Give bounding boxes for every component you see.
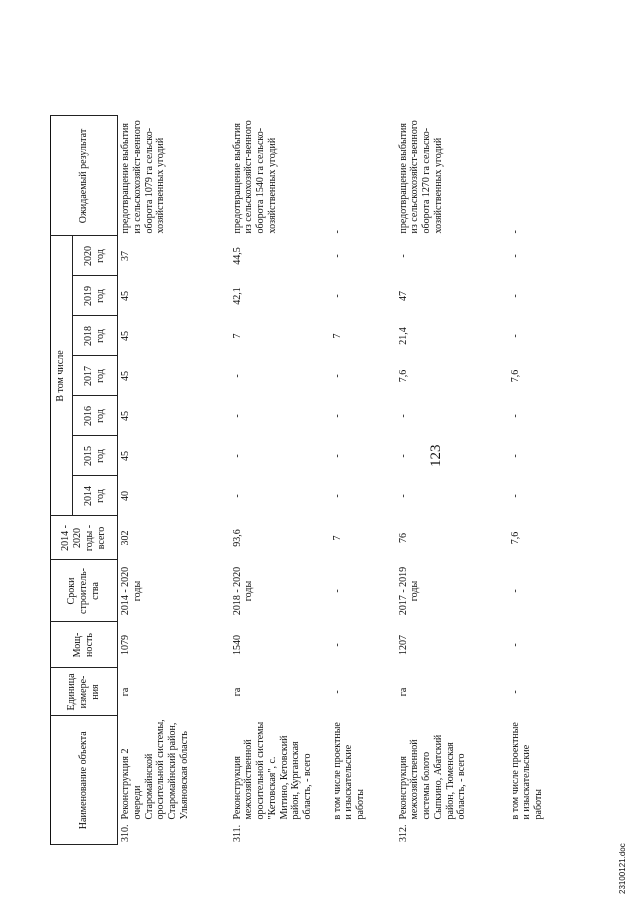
- header-year: 2019 год: [72, 276, 117, 316]
- year-cell: -: [397, 414, 409, 418]
- capacity-cell: 1540: [231, 635, 243, 655]
- header-incl: В том числе: [51, 236, 73, 516]
- year-cell: -: [509, 414, 521, 418]
- page-number: 123: [428, 444, 444, 467]
- unit-cell: га: [231, 687, 243, 697]
- terms-cell: -: [509, 589, 521, 593]
- year-cell: -: [509, 494, 521, 498]
- year-cell: 7: [231, 333, 243, 339]
- header-year: 2018 год: [72, 316, 117, 356]
- unit-cell: га: [397, 687, 409, 697]
- total-cell: 76: [397, 533, 409, 543]
- object-name: в том числе проектные и изыскательские работы: [331, 722, 367, 820]
- total-cell: 93,6: [231, 529, 243, 547]
- year-cell: 45: [120, 451, 131, 461]
- year-cell: -: [509, 454, 521, 458]
- result-cell: предотвращение выбытия из сельскохозяйст-венного оборота 1079 га сельско-хозяйственных угодий: [120, 120, 167, 234]
- header-year: 2016 год: [72, 396, 117, 436]
- year-cell: -: [231, 414, 243, 418]
- year-cell: -: [331, 414, 343, 418]
- capacity-cell: -: [509, 643, 521, 647]
- year-cell: 37: [120, 251, 131, 261]
- object-name: Реконструкция 2 очереди Старомайнской оросительной системы, Старомайнский район, Ульяновская область: [120, 719, 190, 820]
- year-cell: -: [331, 454, 343, 458]
- total-cell: 7: [331, 535, 343, 541]
- object-name: в том числе проектные и изыскательские работы: [509, 722, 545, 820]
- header-capacity: Мощ-ность: [51, 622, 118, 668]
- header-year: 2020 год: [72, 236, 117, 276]
- terms-cell: -: [331, 589, 343, 593]
- header-name: Наименование объекта: [51, 716, 118, 845]
- year-cell: 47: [397, 291, 409, 301]
- investment-table: [50, 116, 578, 846]
- row-number: 312.: [397, 824, 409, 842]
- header-unit: Единица измере-ния: [51, 668, 118, 716]
- year-cell: -: [231, 494, 243, 498]
- header-total: 2014 - 2020 годы - всего: [51, 516, 118, 560]
- header-year: 2017 год: [72, 356, 117, 396]
- year-cell: -: [331, 254, 343, 258]
- result-cell: предотвращение выбытия из сельскохозяйст-венного оборота 1540 га сельско-хозяйственных угодий: [231, 120, 278, 234]
- table-row: [230, 116, 330, 845]
- year-cell: 45: [120, 371, 131, 381]
- result-cell: -: [331, 230, 343, 234]
- header-terms: Сроки строитель-ства: [51, 560, 118, 622]
- unit-cell: -: [509, 690, 521, 694]
- row-number: 311.: [231, 824, 243, 842]
- year-cell: 7,6: [509, 369, 521, 383]
- year-cell: -: [231, 374, 243, 378]
- year-cell: 42,1: [231, 287, 243, 305]
- year-cell: 7,6: [397, 369, 409, 383]
- object-name: Реконструкция межхозяйственной оросительной системы "Кетовская", с. Митино, Кетовский район, Курганская область, - всего: [231, 721, 314, 820]
- table-row: [396, 116, 508, 845]
- year-cell: -: [509, 334, 521, 338]
- unit-cell: -: [331, 690, 343, 694]
- result-cell: -: [509, 230, 521, 234]
- table-row: [508, 116, 578, 845]
- capacity-cell: -: [331, 643, 343, 647]
- unit-cell: га: [120, 687, 131, 697]
- header-result: Ожидаемый результат: [51, 116, 118, 236]
- table-row: [330, 116, 396, 845]
- year-cell: -: [331, 374, 343, 378]
- year-cell: -: [397, 254, 409, 258]
- year-cell: 21,4: [397, 327, 409, 345]
- total-cell: 7,6: [509, 531, 521, 545]
- year-cell: -: [397, 494, 409, 498]
- file-code: 23100121.doc: [618, 843, 627, 894]
- result-cell: предотвращение выбытия из сельскохозяйст-венного оборота 1270 га сельско-хозяйственных угодий: [397, 120, 444, 234]
- terms-cell: 2014 - 2020 годы: [120, 566, 143, 616]
- year-cell: 44,5: [231, 247, 243, 265]
- year-cell: -: [331, 494, 343, 498]
- header-year: 2015 год: [72, 436, 117, 476]
- year-cell: 7: [331, 333, 343, 339]
- row-number: [508, 822, 578, 845]
- year-cell: -: [509, 294, 521, 298]
- header-year: 2014 год: [72, 476, 117, 516]
- terms-cell: 2017 - 2019 годы: [397, 566, 421, 616]
- year-cell: -: [509, 254, 521, 258]
- capacity-cell: 1207: [397, 635, 409, 655]
- table-body: [118, 116, 578, 845]
- year-cell: -: [231, 454, 243, 458]
- total-cell: 302: [120, 530, 131, 546]
- year-cell: 45: [120, 411, 131, 421]
- capacity-cell: 1079: [120, 635, 131, 655]
- year-cell: 45: [120, 331, 131, 341]
- year-cell: -: [397, 454, 409, 458]
- row-number: 310.: [120, 824, 131, 842]
- year-cell: 40: [120, 491, 131, 501]
- terms-cell: 2018 - 2020 годы: [231, 566, 255, 616]
- table-row: [118, 116, 230, 845]
- year-cell: 45: [120, 291, 131, 301]
- year-cell: -: [331, 294, 343, 298]
- row-number: [330, 822, 396, 845]
- object-name: Реконструкция межхозяйственной системы болото Сыпкино, Абатский район, Тюменская область, - всего: [397, 734, 468, 820]
